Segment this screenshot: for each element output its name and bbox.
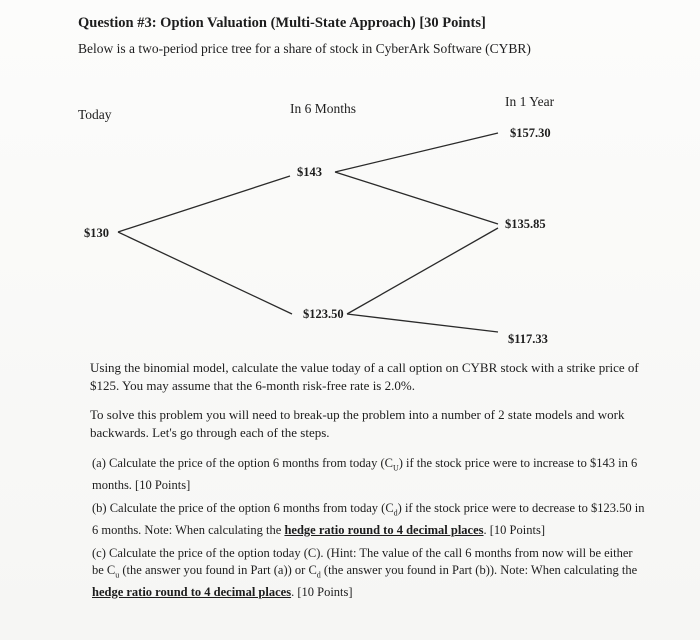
node-down-price: $123.50 [303, 307, 344, 321]
part-b-emphasis: hedge ratio round to 4 decimal places [284, 522, 484, 537]
node-today-price: $130 [84, 226, 109, 240]
node-up-price: $143 [297, 165, 322, 179]
node-ud-price: $135.85 [505, 217, 546, 231]
branch-down-dd [347, 314, 498, 332]
question-title: Question #3: Option Valuation (Multi-State Approach) [30 Points] [78, 15, 486, 31]
column-label-1-year: In 1 Year [505, 94, 555, 109]
part-c: (c) Calculate the price of the option today (C). (Hint: The value of the call 6 months from now will be either be $C_u$ (the answer you found in Part (a)) or $C_d$ (the answer you found in Part (b)). Note: When calculating the hedge ratio round to 4 decimal places. [10 Points] [92, 546, 638, 599]
node-uu-price: $157.30 [510, 126, 551, 140]
problem-statement: Using the binomial model, calculate the value today of a call option on CYBR stock with a strike price of $125. You may assume that the 6-month risk-free rate is 2.0%. [90, 360, 639, 393]
column-label-today: Today [78, 107, 112, 122]
question-intro: Below is a two-period price tree for a share of stock in CyberArk Software (CYBR) [78, 41, 531, 56]
branch-today-down [118, 232, 292, 314]
part-c-emphasis: hedge ratio round to 4 decimal places [92, 584, 292, 599]
instructions: To solve this problem you will need to break-up the problem into a number of 2 state models and work backwards. Let's go through each of the steps. [90, 407, 625, 440]
branch-down-ud [347, 228, 498, 314]
part-b: (b) Calculate the price of the option 6 months from today $(C_d)$ if the stock price were to decrease to $123.50 in 6 months. Note: When calculating the hedge ratio round to 4 decimal places. [10 Points] [92, 501, 645, 537]
column-label-6-months: In 6 Months [290, 101, 357, 116]
part-a: (a) Calculate the price of the option 6 months from today $(C_U)$ if the stock price were to increase to $143 in 6 months. [10 Points] [92, 456, 638, 492]
branch-today-up [118, 176, 290, 232]
branch-up-uu [335, 133, 498, 172]
branch-up-ud [335, 172, 498, 224]
node-dd-price: $117.33 [508, 332, 548, 346]
